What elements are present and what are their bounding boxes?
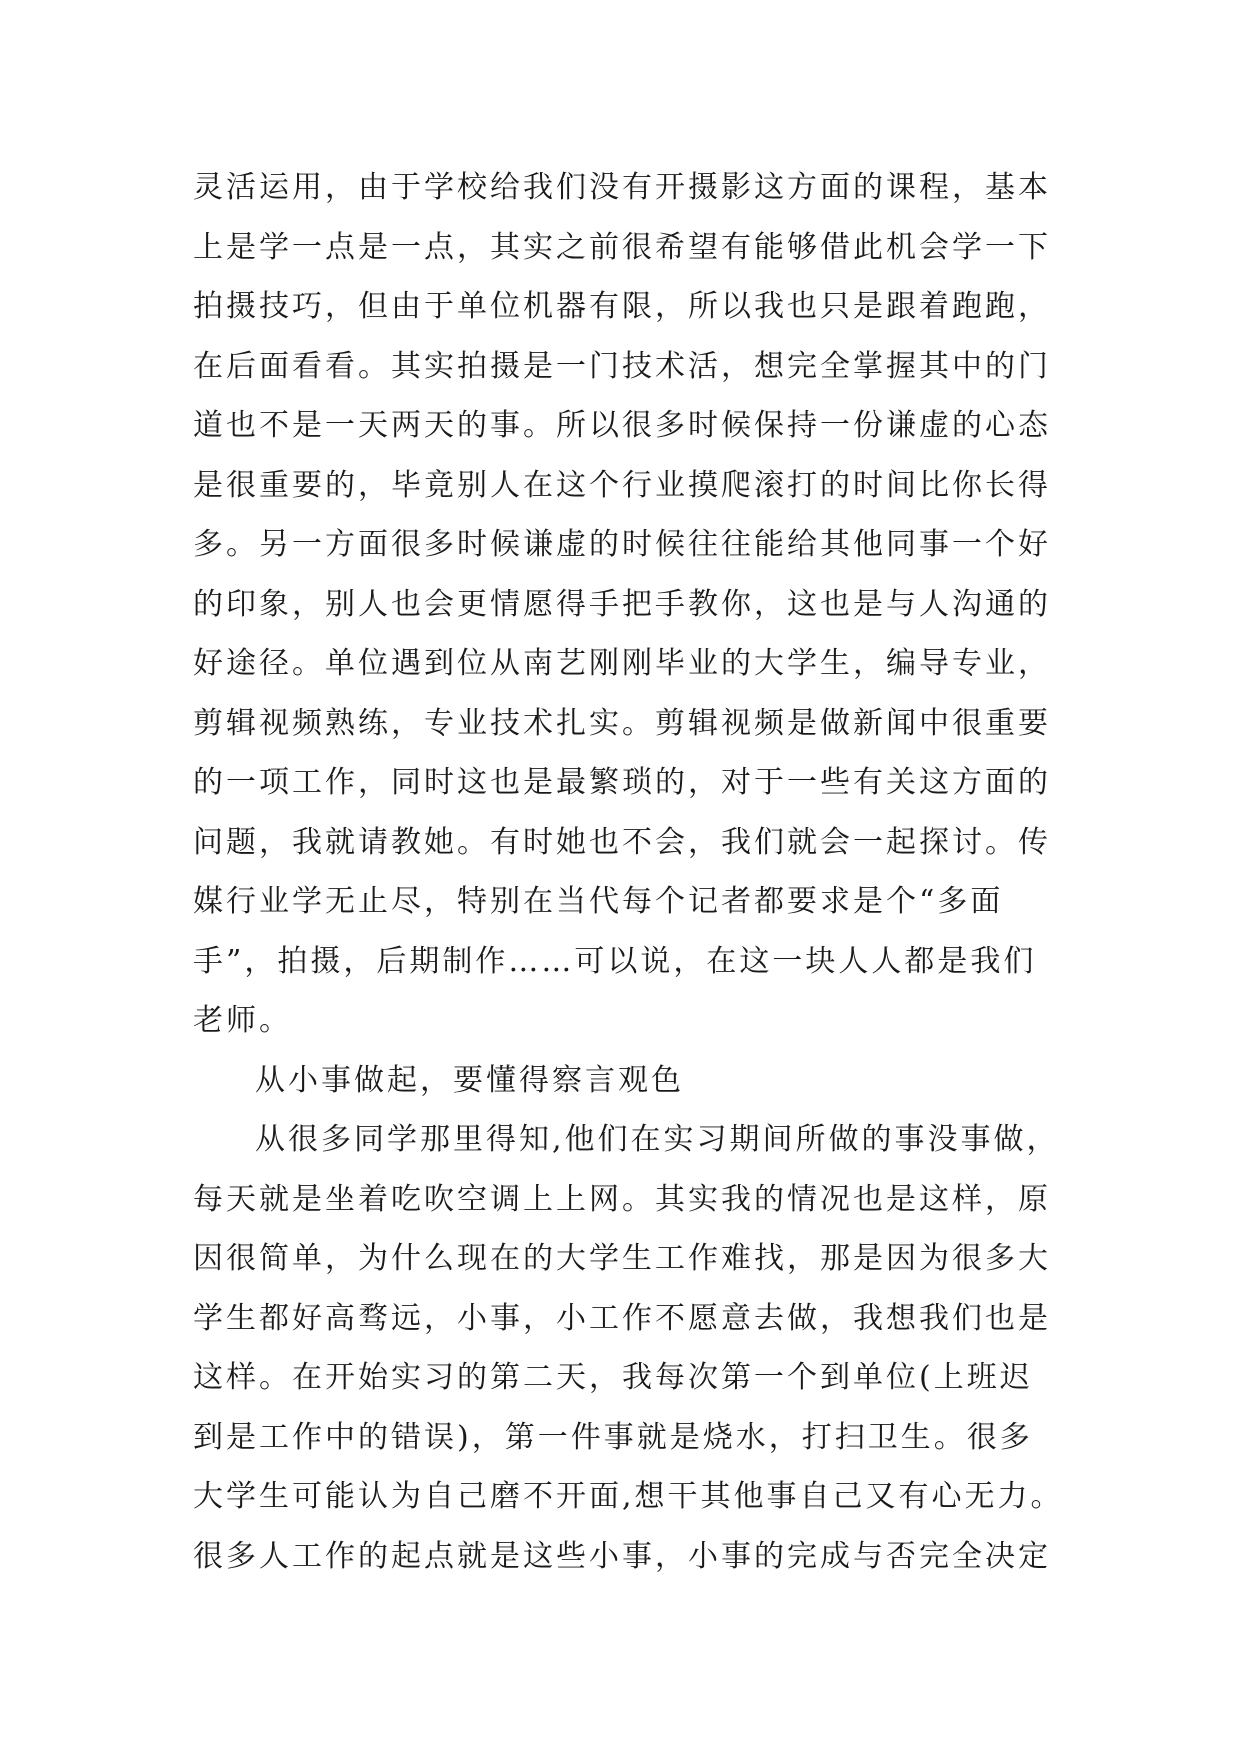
text-line: 因很简单，为什么现在的大学生工作难找，那是因为很多大 — [193, 1241, 1051, 1276]
text-line: 每天就是坐着吃吹空调上上网。其实我的情况也是这样，原 — [193, 1181, 1051, 1217]
text-line: 是很重要的，毕竟别人在这个行业摸爬滚打的时间比你长得 — [193, 467, 1051, 503]
text-line: 在后面看看。其实拍摄是一门技术活，想完全掌握其中的门 — [193, 348, 1051, 384]
text-line: 多。另一方面很多时候谦虚的时候往往能给其他同事一个好 — [193, 527, 1051, 562]
text-line: 拍摄技巧，但由于单位机器有限，所以我也只是跟着跑跑， — [193, 289, 1051, 324]
text-line: 的印象，别人也会更情愿得手把手教你，这也是与人沟通的 — [193, 586, 1051, 622]
text-line: 手”，拍摄，后期制作……可以说，在这一块人人都是我们 — [193, 943, 1037, 979]
text-line: 剪辑视频熟练，专业技术扎实。剪辑视频是做新闻中很重要 — [193, 705, 1051, 741]
section-heading: 从小事做起，要懂得察言观色 — [255, 1062, 684, 1098]
text-line: 好途径。单位遇到位从南艺刚刚毕业的大学生，编导专业， — [193, 646, 1051, 681]
text-line: 从很多同学那里得知,他们在实习期间所做的事没事做， — [255, 1122, 1060, 1157]
text-line: 灵活运用，由于学校给我们没有开摄影这方面的课程，基本 — [193, 170, 1051, 205]
text-line: 学生都好高骛远，小事，小工作不愿意去做，我想我们也是 — [193, 1300, 1051, 1336]
text-line: 道也不是一天两天的事。所以很多时候保持一份谦虚的心态 — [193, 408, 1051, 443]
text-line: 很多人工作的起点就是这些小事，小事的完成与否完全决定 — [193, 1538, 1051, 1574]
text-line: 上是学一点是一点，其实之前很希望有能够借此机会学一下 — [193, 229, 1051, 265]
text-line: 的一项工作，同时这也是最繁琐的，对于一些有关这方面的 — [193, 765, 1051, 800]
text-line: 大学生可能认为自己磨不开面,想干其他事自己又有心无力。 — [193, 1479, 1064, 1514]
text-line: 媒行业学无止尽，特别在当代每个记者都要求是个“多面 — [193, 884, 1004, 919]
document-body — [193, 158, 1073, 1586]
text-line: 问题，我就请教她。有时她也不会，我们就会一起探讨。传 — [193, 824, 1051, 860]
text-line: 这样。在开始实习的第二天，我每次第一个到单位(上班迟 — [193, 1360, 1033, 1395]
text-line: 到是工作中的错误)，第一件事就是烧水，打扫卫生。很多 — [193, 1419, 1033, 1455]
text-line: 老师。 — [193, 1003, 292, 1038]
